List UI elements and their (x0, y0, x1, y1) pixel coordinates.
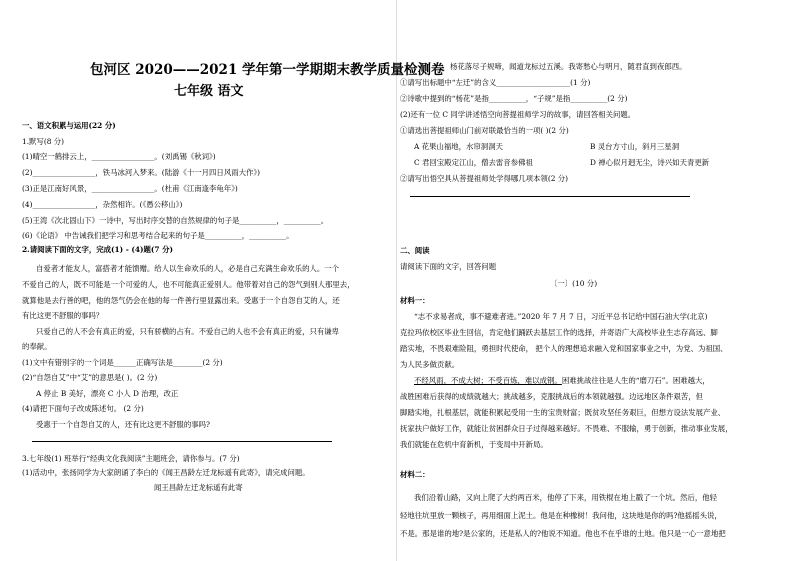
reading-intro: 请阅读下面的文字，回答问题 (400, 262, 497, 271)
material-text: 困难挑战往往是人生的“磨刀石”。困难越大， (561, 376, 710, 385)
question-line: ②请写出悟空具从菩提祖师处学得哪几项本领(2 分) (400, 174, 569, 183)
material-line: 不是。那是谁的地?是公家的，还是私人的?他说不知道。他也不在乎谁的土地。他只是一心一意地把 (400, 529, 726, 538)
question-line: (1)晴空一鹤排云上，_________________。(刘禹锡《秋词》) (22, 152, 216, 161)
question-line: (2)_________________，铁马冰河入梦来。(陆游《十一月四日风雨大作》) (22, 168, 260, 177)
underlined-phrase: 不经风雨，不成大树；不受百炼，难以成钢。 (414, 376, 562, 385)
passage-line: 就算他是去行善的吧，他的怨气仍会在他的每一件善行里显露出来。受惠于一个自怨自艾的人，还 (22, 296, 340, 305)
passage-line: 的奉献。 (22, 342, 52, 351)
material-line: 我们沿着山路，又向上爬了大约两百米，他停了下来，用铁棍在地上戳了一个坑。然后，他轻 (414, 493, 718, 502)
poem-line: 杨花落尽子规啼，闻道龙标过五溪。我寄愁心与明月，随君直到夜郎西。 (450, 62, 687, 71)
question-line: (2)“自怨自艾”中“艾”的意思是( )。(2 分) (22, 373, 158, 382)
answer-option: C 君回宝殿定江山，僧去雷音参佛祖 (414, 158, 533, 167)
question-line: ②诗歌中提到的“杨花”是指__________，“子规”是指__________(2 分) (400, 94, 628, 103)
question-line: (6)《论语》 中告诫我们把学习和思考结合起来的句子是__________，__________。 (22, 231, 294, 240)
question-line: (1)活动中，张扬同学为大家朗诵了李白的《闻王昌龄左迁龙标遥有此寄》，请完成问题。 (22, 468, 310, 477)
exam-subtitle: 七年级 语文 (174, 84, 244, 99)
material-line: 踏实地，不畏艰难险阻，勇担时代使命， 把个人的理想追求融入党和国家事业之中，为党、为祖国、 (400, 344, 728, 353)
exam-title: 包河区 2020——2021 学年第一学期期末教学质量检测卷 (90, 62, 445, 78)
question-heading: 3.七年级(1) 班举行“经典文化我阅读”主题班会，请你参与。(7 分) (22, 454, 240, 463)
column-divider (396, 0, 397, 561)
part-label: 〔一〕(10 分) (550, 279, 598, 288)
answer-option: D 禅心似月迥无尘，诗兴如天青更新 (590, 158, 710, 167)
material-line: 脚踏实地，扎根基层，就能积累起受用一生的宝贵财富；既贫攻坚任务艰巨，但想方设法发展产业、 (400, 408, 726, 417)
passage-line: 有比这更不舒服的事吗？ (22, 311, 104, 320)
question-line: (1)文中有错别字的一个词是______正确写法是________(2 分) (22, 358, 223, 367)
section-heading: 一、语文积累与运用(22 分) (22, 121, 116, 130)
section-heading: 二、阅读 (400, 246, 430, 255)
material-line: 战胜困难后获得的成绩就越大；挑战越多，克服挑战后的本领就越强。边远地区条件艰苦，但 (400, 392, 704, 401)
question-heading: 2.请阅读下面的文字，完成(1) - (4)题(7 分) (22, 245, 173, 254)
question-heading: 1.默写(8 分) (22, 137, 65, 146)
passage-line: 自爱者才能友人，富搭者才能馈赠。给人以生命欢乐的人，必是自己充满生命欢乐的人。一个 (36, 264, 340, 273)
material-line: 我们就能在危机中育新机，于变局中开新局。 (400, 440, 548, 449)
answer-option: A 花果山福地，水帘洞洞天 (414, 142, 503, 151)
answer-line (410, 196, 690, 197)
answer-option: B 灵台方寸山，斜月三星洞 (590, 142, 680, 151)
material-line (414, 376, 710, 386)
question-line: (2)还有一位 C 同学讲述悟空向菩提祖师学习的故事，请回答相关问题。 (400, 110, 636, 119)
question-line: 受惠于一个自怨自艾的人，还有比这更不舒服的事吗? (36, 420, 210, 429)
question-line: ①请写出标题中“左迁”的含义____________________(1 分) (400, 78, 591, 87)
question-line: ①请选出菩提祖师山门前对联最恰当的一项( )(2 分) (400, 126, 569, 135)
material-label: 材料一： (400, 296, 430, 305)
passage-line: 只爱自己的人不会有真正的爱，只有骄横的占有。不爱自己的人也不会有真正的爱，只有谦卑 (36, 327, 340, 336)
material-line: 轻地往坑里放一颗核子，再用细面上泥土。他是在种橡树！我问他，这块地是你的吗?他摇摇头说， (400, 511, 722, 520)
material-line: “志不求易者成，事不避难者进。”2020 年 7 月 7 日，习近平总书记给中国石油大学(北京) (414, 312, 708, 321)
question-line: (3)正是江南好风景，_________________。(杜甫《江南逢李龟年》) (22, 184, 238, 193)
material-line: 抚家扶户做好工作，就能让贫困群众日子过得越来越好。不畏难、不服输，勇于创新，推动事业发展， (400, 424, 733, 433)
question-line: (4)_________________，杂然相许。(《愚公移山》) (22, 200, 183, 209)
passage-line: 不爱自己的人，既不可能是一个可爱的人，也不可能真正爱别人。他带着对自己的怨气到别人那里去， (22, 280, 355, 289)
question-line: (4)请把下面句子改成陈述句。 (2 分) (22, 404, 144, 413)
poem-title: 闻王昌龄左迁龙标遥有此寄 (154, 483, 243, 492)
material-line: 为人民多做贡献。 (400, 360, 460, 369)
question-line: (5)王湾《次北固山下》一诗中，写出时序交替的自然规律的句子是__________，__________。 (22, 216, 329, 225)
material-line: 克拉玛依校区毕业生回信，肯定他们踊跃去基层工作的选择，并寄语广大高校毕业生志存高远、脚 (400, 328, 718, 337)
answer-line (32, 441, 332, 442)
material-label: 材料二： (400, 470, 430, 479)
answer-options: A 停止 B 美好，漂亮 C 小人 D 治理，改正 (36, 389, 179, 398)
